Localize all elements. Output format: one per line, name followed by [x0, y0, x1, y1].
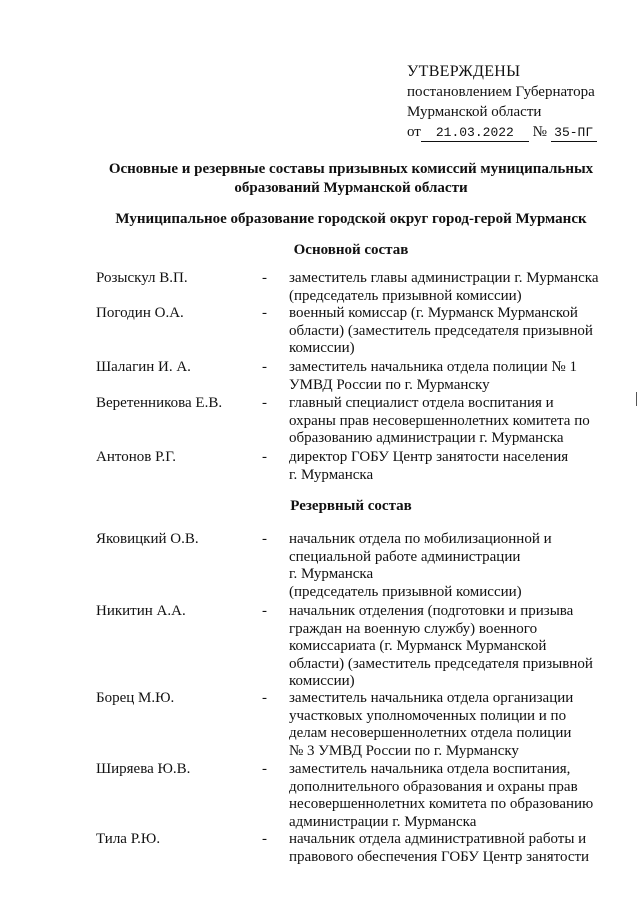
member-name: Ширяева Ю.В.: [96, 761, 191, 777]
member-name: Тила Р.Ю.: [96, 831, 161, 847]
member-dash: -: [262, 603, 267, 619]
member-name: Розыскул В.П.: [96, 270, 188, 286]
from-label: от: [407, 124, 421, 140]
member-name: Погодин О.А.: [96, 305, 184, 321]
member-dash: -: [262, 449, 267, 465]
municipality-title: Муниципальное образование городской округ город-герой Мурманск: [115, 211, 587, 227]
member-name: Шалагин И. А.: [96, 359, 191, 375]
member-dash: -: [262, 531, 267, 547]
approval-number: 35-ПГ: [551, 125, 597, 142]
member-dash: -: [262, 690, 267, 706]
member-role: заместитель начальника отдела полиции № 1 УМВД России по г. Мурманску: [289, 359, 577, 393]
member-role: директор ГОБУ Центр занятости населения г. Мурманска: [289, 449, 569, 483]
member-dash: -: [262, 761, 267, 777]
document-title: Основные и резервные составы призывных комиссий муниципальных образований Мурманской области: [108, 161, 594, 196]
approval-line-2: Мурманской области: [407, 104, 542, 120]
member-dash: -: [262, 270, 267, 286]
member-role: начальник отдела административной работы и правового обеспечения ГОБУ Центр занятости: [289, 831, 590, 865]
member-role: начальник отделения (подготовки и призыва граждан на военную службу) военного комиссариата (г. Мурманск Мурманской области) (заместитель председателя призывной комиссии): [289, 603, 593, 689]
member-name: Борец М.Ю.: [96, 690, 175, 706]
main-section-heading: Основной состав: [293, 242, 409, 258]
member-role: военный комиссар (г. Мурманск Мурманской области) (заместитель председателя призывной комиссии): [289, 305, 593, 356]
approval-block: [407, 62, 597, 142]
member-name: Веретенникова Е.В.: [96, 395, 223, 411]
member-name: Антонов Р.Г.: [96, 449, 177, 465]
approval-date-line: [407, 122, 597, 142]
scan-edge-mark: [636, 392, 637, 406]
approval-heading: УТВЕРЖДЕНЫ: [407, 63, 521, 80]
member-dash: -: [262, 305, 267, 321]
member-role: заместитель главы администрации г. Мурманска (председатель призывной комиссии): [289, 270, 599, 304]
member-name: Яковицкий О.В.: [96, 531, 199, 547]
member-role: заместитель начальника отдела организации участковых уполномоченных полиции и по делам несовершеннолетних отдела полиции № 3 УМВД России по г. Мурманску: [289, 690, 574, 759]
reserve-section-heading: Резервный состав: [290, 498, 412, 514]
member-role: начальник отдела по мобилизационной и специальной работе администрации г. Мурманска (председатель призывной комиссии): [289, 531, 552, 600]
member-role: заместитель начальника отдела воспитания, дополнительного образования и охраны прав несовершеннолетних комитета по образованию администрации г. Мурманска: [289, 761, 594, 830]
member-dash: -: [262, 395, 267, 411]
member-name: Никитин А.А.: [96, 603, 186, 619]
member-dash: -: [262, 831, 267, 847]
approval-line-1: постановлением Губернатора: [407, 84, 595, 100]
member-dash: -: [262, 359, 267, 375]
approval-date: 21.03.2022: [421, 125, 529, 142]
member-role: главный специалист отдела воспитания и охраны прав несовершеннолетних комитета по образованию администрации г. Мурманска: [289, 395, 590, 446]
number-label: №: [532, 124, 547, 140]
